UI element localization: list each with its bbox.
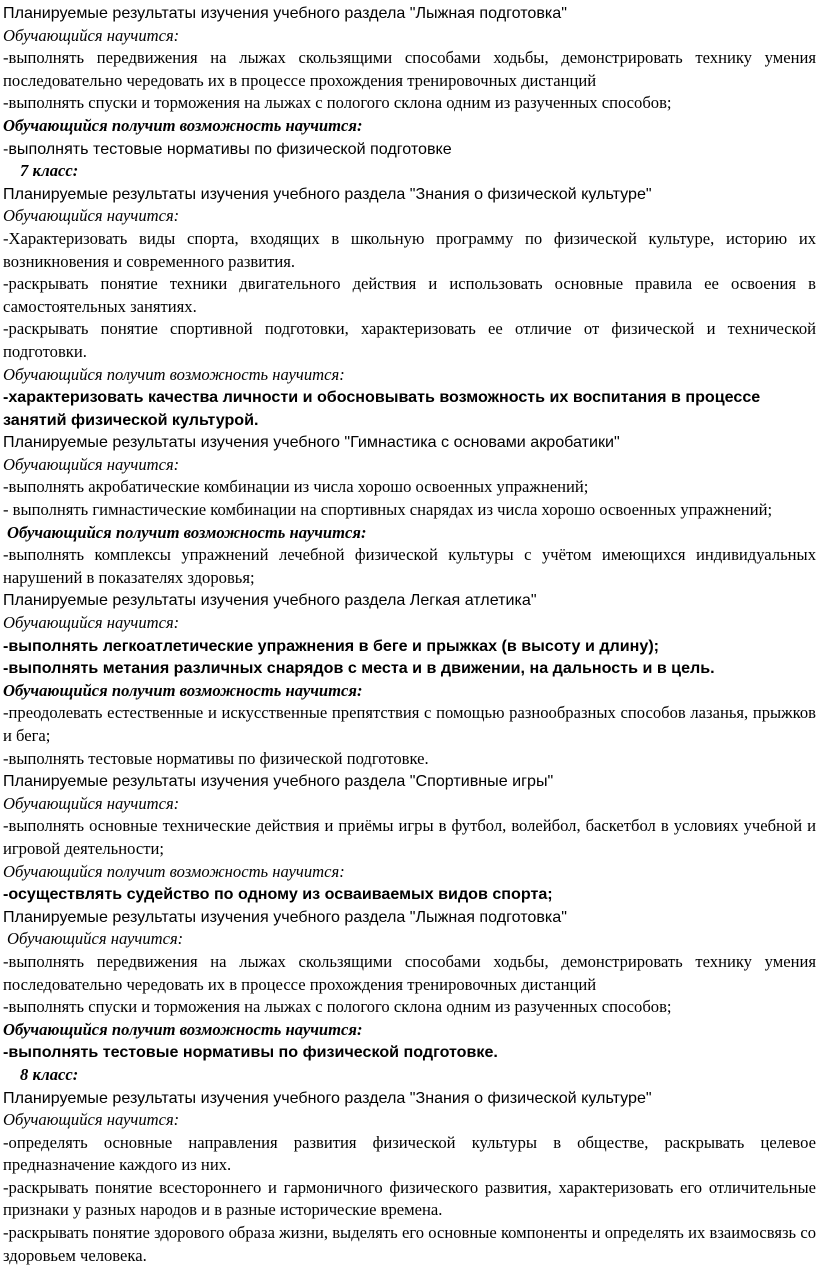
text-line-12: Обучающийся получит возможность научится: <box>3 364 345 384</box>
text-line-1: Обучающийся научится: <box>3 25 180 45</box>
text-line-30: Обучающийся получит возможность научится: <box>3 861 345 881</box>
text-line-42: -раскрывать понятие всестороннего и гармоничного физического развития, характеризовать его отличительные признаки у разных народов и в разные исторические времена. <box>3 1177 816 1220</box>
text-line-6: 7 класс: <box>20 161 79 181</box>
text-line-41: -определять основные направления развития физической культуры в обществе, раскрывать целевое предназначение каждого из них. <box>3 1132 816 1175</box>
text-line-13: -характеризовать качества личности и обосновывать возможность их воспитания в процессе занятий физической культурой. <box>3 388 761 429</box>
text-line-39: Планируемые результаты изучения учебного раздела "Знания о физической культуре" <box>3 1088 652 1107</box>
document-body <box>3 2 816 1267</box>
text-line-31: -осуществлять судейство по одному из осваиваемых видов спорта; <box>3 885 553 904</box>
text-line-16: -выполнять акробатические комбинации из числа хорошо освоенных упражнений; <box>3 477 589 497</box>
text-line-36: Обучающийся получит возможность научится: <box>3 1019 363 1039</box>
text-line-2: -выполнять передвижения на лыжах скользящими способами ходьбы, демонстрировать технику умения последовательно чередовать их в процессе прохождения тренировочных дистанций <box>3 48 816 90</box>
text-line-4: Обучающийся получит возможность научится: <box>3 115 363 135</box>
text-line-21: Обучающийся научится: <box>3 613 180 633</box>
text-line-37: -выполнять тестовые нормативы по физической подготовке. <box>3 1043 498 1062</box>
text-line-43: -раскрывать понятие здорового образа жизни, выделять его основные компоненты и определять их взаимосвязь со здоровьем человека. <box>3 1223 816 1265</box>
text-line-24: Обучающийся получит возможность научится: <box>3 680 363 700</box>
text-line-20: Планируемые результаты изучения учебного раздела Легкая атлетика" <box>3 591 537 610</box>
text-line-5: -выполнять тестовые нормативы по физической подготовке <box>3 139 452 158</box>
text-line-38: 8 класс: <box>20 1064 79 1084</box>
text-line-28: Обучающийся научится: <box>3 793 180 813</box>
text-line-32: Планируемые результаты изучения учебного раздела "Лыжная подготовка" <box>3 907 567 926</box>
text-line-40: Обучающийся научится: <box>3 1110 180 1130</box>
text-line-27: Планируемые результаты изучения учебного раздела "Спортивные игры" <box>3 772 554 791</box>
text-line-17: - выполнять гимнастические комбинации на спортивных снарядах из числа хорошо освоенных упражнений; <box>3 500 773 520</box>
text-line-19: -выполнять комплексы упражнений лечебной физической культуры с учётом имеющихся индивидуальных нарушений в показателях здоровья; <box>3 545 816 587</box>
text-line-35: -выполнять спуски и торможения на лыжах с пологого склона одним из разученных способов; <box>3 997 672 1017</box>
text-line-15: Обучающийся научится: <box>3 454 180 474</box>
text-line-9: -Характеризовать виды спорта, входящих в школьную программу по физической культуре, историю их возникновения и современного развития. <box>3 228 816 271</box>
text-line-29: -выполнять основные технические действия и приёмы игры в футбол, волейбол, баскетбол в условиях учебной и игровой деятельности; <box>3 816 816 858</box>
text-line-10: -раскрывать понятие техники двигательного действия и использовать основные правила ее освоения в самостоятельных занятиях. <box>3 274 816 316</box>
text-line-14: Планируемые результаты изучения учебного "Гимнастика с основами акробатики" <box>3 433 620 452</box>
text-line-33: Обучающийся научится: <box>7 929 184 949</box>
text-line-25: -преодолевать естественные и искусственные препятствия с помощью разнообразных способов лазанья, прыжков и бега; <box>3 703 816 745</box>
text-line-34: -выполнять передвижения на лыжах скользящими способами ходьбы, демонстрировать технику умения последовательно чередовать их в процессе прохождения тренировочных дистанций <box>3 951 816 994</box>
text-line-7: Планируемые результаты изучения учебного раздела "Знания о физической культуре" <box>3 184 652 203</box>
text-line-3: -выполнять спуски и торможения на лыжах с пологого склона одним из разученных способов; <box>3 93 672 113</box>
text-line-11: -раскрывать понятие спортивной подготовки, характеризовать ее отличие от физической и технической подготовки. <box>3 319 816 361</box>
text-line-8: Обучающийся научится: <box>3 206 180 226</box>
text-line-18: Обучающийся получит возможность научится: <box>7 522 367 542</box>
text-line-0: Планируемые результаты изучения учебного раздела "Лыжная подготовка" <box>3 4 567 22</box>
text-line-26: -выполнять тестовые нормативы по физической подготовке. <box>3 748 429 768</box>
text-line-23: -выполнять метания различных снарядов с места и в движении, на дальность и в цель. <box>3 659 715 678</box>
text-line-22: -выполнять легкоатлетические упражнения в беге и прыжках (в высоту и длину); <box>3 636 660 655</box>
